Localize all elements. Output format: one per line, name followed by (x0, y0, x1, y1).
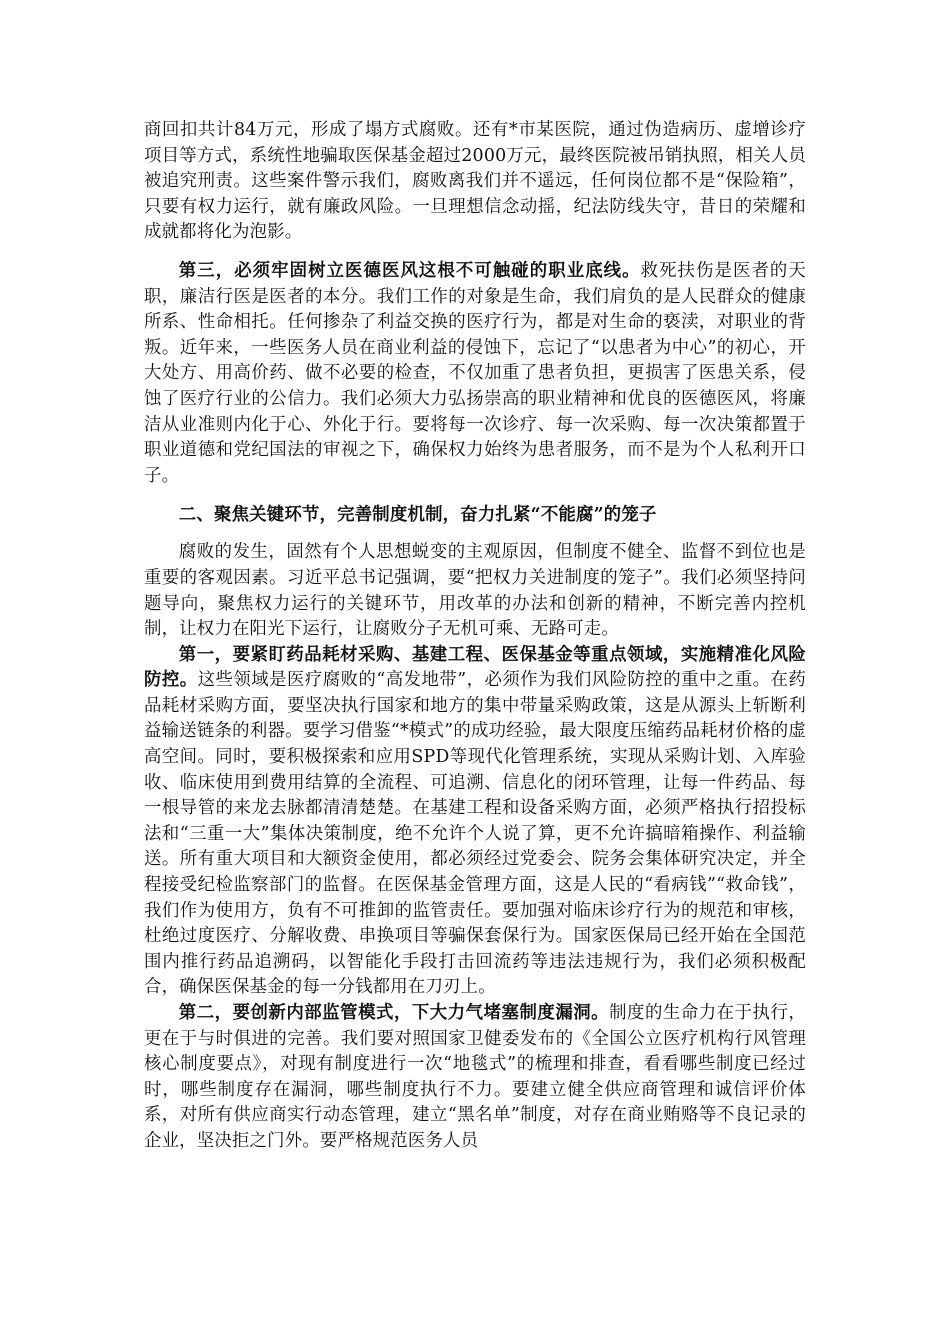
paragraph-second-point (144, 1001, 806, 1155)
paragraph-section-intro (144, 540, 806, 642)
section-heading: 二、聚焦关键环节，完善制度机制，奋力扎紧“不能腐”的笼子 (178, 505, 657, 526)
paragraph-text: 这些领域是医疗腐败的“高发地带”，必须作为我们风险防控的重中之重。在药品耗材采购方面，要坚决执行国家和地方的集中带量采购政策，这是从源头上斩断利益输送链条的利器。要学习借鉴“*模式”的成功经验，最大限度压缩药品耗材价格的虚高空间。同时，要积极探索和应用SPD等现代化管理系统，实现从采购计划、入库验收、临床使用到费用结算的全流程、可追溯、信息化的闭环管理，让每一件药品、每一根导管的来龙去脉都清清楚楚。在基建工程和设备采购方面，必须严格执行招投标法和“三重一大”集体决策制度，绝不允许个人说了算，更不允许搞暗箱操作、利益输送。所有重大项目和大额资金使用，都必须经过党委会、院务会集体研究决定，并全程接受纪检监察部门的监督。在医保基金管理方面，这是人民的“看病钱”“救命钱”，我们作为使用方，负有不可推卸的监管责任。要加强对临床诊疗行为的规范和审核，杜绝过度医疗、分解收费、串换项目等骗保套保行为。国家医保局已经开始在全国范围内推行药品追溯码，以智能化手段打击回流药等违法违规行为，我们必须积极配合，确保医保基金的每一分钱都用在刀刃上。 (144, 670, 806, 998)
document-page (144, 118, 806, 1155)
paragraph-continued (144, 118, 806, 246)
paragraph-text: 腐败的发生，固然有个人思想蜕变的主观原因，但制度不健全、监督不到位也是重要的客观因素。习近平总书记强调，要“把权力关进制度的笼子”。我们必须坚持问题导向，聚焦权力运行的关键环节，用改革的办法和创新的精神，不断完善内控机制，让权力在阳光下运行，让腐败分子无机可乘、无路可走。 (144, 542, 806, 640)
paragraph-lead: 第三，必须牢固树立医德医风这根不可触碰的职业底线。 (178, 260, 641, 281)
paragraph-first-point (144, 643, 806, 1001)
paragraph-text: 救死扶伤是医者的天职，廉洁行医是医者的本分。我们工作的对象是生命，我们肩负的是人民群众的健康所系、性命相托。任何掺杂了利益交换的医疗行为，都是对生命的亵渎，对职业的背叛。近年来，一些医务人员在商业利益的侵蚀下，忘记了“以患者为中心”的初心，开大处方、用高价药、做不必要的检查，不仅加重了患者负担，更损害了医患关系，侵蚀了医疗行业的公信力。我们必须大力弘扬崇高的职业精神和优良的医德医风，将廉洁从业准则内化于心、外化于行。要将每一次诊疗、每一次采购、每一次决策都置于职业道德和党纪国法的审视之下，确保权力始终为患者服务，而不是为个人私利开口子。 (144, 260, 806, 486)
paragraph-lead: 第一，要紧盯药品耗材采购、基建工程、医保基金等重点领域，实施精准化风险防控。 (144, 644, 806, 691)
paragraph-third-point (144, 259, 806, 489)
paragraph-text: 制度的生命力在于执行，更在于与时俱进的完善。我们要对照国家卫健委发布的《全国公立医疗机构行风管理核心制度要点》，对现有制度进行一次“地毯式”的梳理和排查，看看哪些制度已经过时，哪些制度存在漏洞，哪些制度执行不力。要建立健全供应商管理和诚信评价体系，对所有供应商实行动态管理，建立“黑名单”制度，对存在商业贿赂等不良记录的企业，坚决拒之门外。要严格规范医务人员 (144, 1003, 806, 1151)
paragraph-lead: 第二，要创新内部监管模式，下大力气堵塞制度漏洞。 (178, 1003, 610, 1023)
paragraph-text: 商回扣共计84万元，形成了塌方式腐败。还有*市某医院，通过伪造病历、虚增诊疗项目等方式，系统性地骗取医保基金超过2000万元，最终医院被吊销执照，相关人员被追究刑责。这些案件警示我们，腐败离我们并不遥远，任何岗位都不是“保险箱”，只要有权力运行，就有廉政风险。一旦理想信念动摇，纪法防线失守，昔日的荣耀和成就都将化为泡影。 (144, 120, 806, 243)
